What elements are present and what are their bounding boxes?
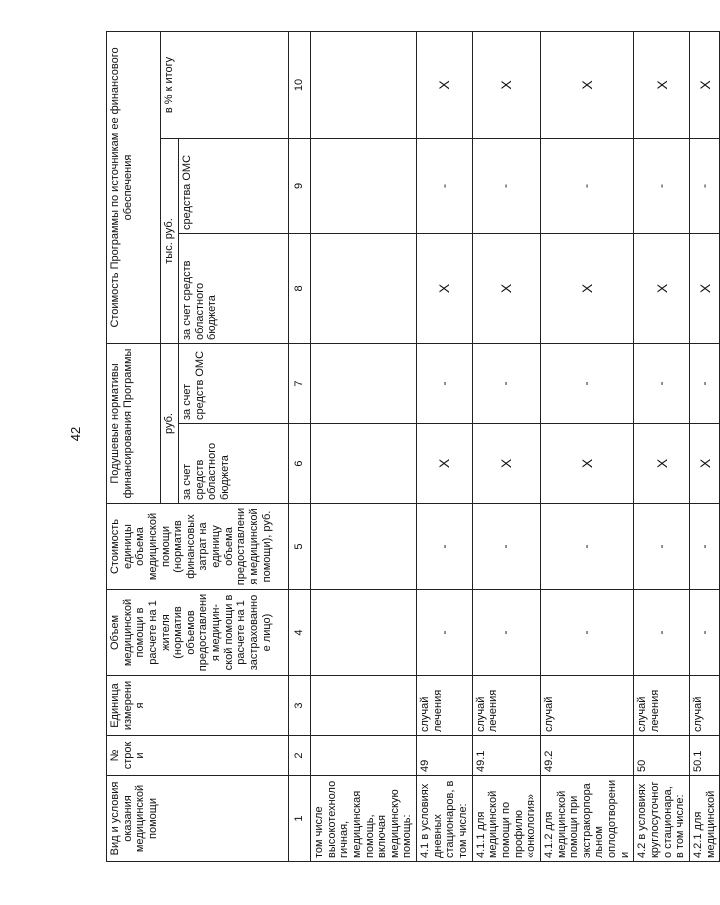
column-number: 6 <box>289 424 311 504</box>
row-budget-per-capita: X <box>472 424 540 504</box>
row-budget-per-capita: X <box>540 424 633 504</box>
row-oms-per-capita: - <box>540 343 633 423</box>
table-row <box>417 31 473 861</box>
column-number: 5 <box>289 504 311 590</box>
page-number: 42 <box>68 426 83 442</box>
header-regional-budget-cost: за счет средств областного бюджета <box>179 233 289 343</box>
row-number: 50 <box>634 736 690 776</box>
header-oms-per-capita: за счет средств ОМС <box>179 343 289 423</box>
row-unit <box>311 676 417 736</box>
row-unit: случай <box>540 676 633 736</box>
header-unit-cost: Стоимость единицы объема медицинской помощи (норматив финансовых затрат на единицу объема предоставления медицинской помощи), руб. <box>107 504 289 590</box>
row-percent: X <box>540 31 633 138</box>
row-number: 49 <box>417 736 473 776</box>
column-number: 1 <box>289 776 311 862</box>
row-oms-cost: - <box>689 138 719 233</box>
row-volume: - <box>634 590 690 676</box>
row-unit-cost: - <box>472 504 540 590</box>
row-budget-cost: X <box>634 233 690 343</box>
row-name: 4.2 в условиях круглосуточного стационара, в том числе: <box>634 776 690 862</box>
row-oms-per-capita <box>311 343 417 423</box>
column-number: 2 <box>289 736 311 776</box>
row-number <box>311 736 417 776</box>
row-percent: X <box>689 31 719 138</box>
row-number: 49.1 <box>472 736 540 776</box>
header-per-capita-group: Подушевые нормативы финансирования Программы <box>107 343 161 503</box>
row-unit-cost: - <box>689 504 719 590</box>
column-number: 3 <box>289 676 311 736</box>
row-number: 50.1 <box>689 736 719 776</box>
table-row <box>311 31 417 861</box>
row-oms-cost: - <box>634 138 690 233</box>
header-oms-cost: средства ОМС <box>179 138 289 233</box>
header-unit-thousand-rub: тыс. руб. <box>161 138 179 343</box>
row-budget-per-capita: X <box>417 424 473 504</box>
row-name: том числе высокотехнологичная, медицинская помощь, включая медицинскую помощь: <box>311 776 417 862</box>
row-unit-cost: - <box>540 504 633 590</box>
row-oms-cost: - <box>540 138 633 233</box>
row-budget-cost <box>311 233 417 343</box>
header-regional-budget-per-capita: за счет средств областного бюджета <box>179 424 289 504</box>
row-percent: X <box>417 31 473 138</box>
row-percent <box>311 31 417 138</box>
row-budget-cost: X <box>689 233 719 343</box>
row-name: 4.1 в условиях дневных стационаров, в том числе: <box>417 776 473 862</box>
row-volume <box>311 590 417 676</box>
row-budget-per-capita: X <box>634 424 690 504</box>
table-row <box>634 31 690 861</box>
row-budget-cost: X <box>540 233 633 343</box>
header-type-conditions: Вид и условия оказания медицинской помощи <box>107 776 289 862</box>
row-oms-per-capita: - <box>417 343 473 423</box>
table-row <box>472 31 540 861</box>
row-unit: случай лечения <box>417 676 473 736</box>
header-unit: Единица измерения <box>107 676 289 736</box>
header-unit-rub: руб. <box>161 343 179 503</box>
row-name: 4.1.1 для медицинской помощи по профилю «онкология» <box>472 776 540 862</box>
header-program-cost-group: Стоимость Программы по источникам ее финансового обеспечения <box>107 31 161 343</box>
row-oms-cost: - <box>472 138 540 233</box>
column-number: 7 <box>289 343 311 423</box>
row-name: 4.1.2 для медицинской помощи при экстракорпоральном оплодотворении <box>540 776 633 862</box>
row-oms-per-capita: - <box>634 343 690 423</box>
row-unit-cost: - <box>417 504 473 590</box>
row-oms-per-capita: - <box>472 343 540 423</box>
row-budget-per-capita <box>311 424 417 504</box>
row-unit-cost: - <box>634 504 690 590</box>
row-unit: случай лечения <box>634 676 690 736</box>
row-volume: - <box>417 590 473 676</box>
row-budget-per-capita: X <box>689 424 719 504</box>
row-unit: случай <box>689 676 719 736</box>
header-row-number: № строки <box>107 736 289 776</box>
header-percent-total: в % к итогу <box>161 31 289 138</box>
row-number: 49.2 <box>540 736 633 776</box>
row-oms-cost: - <box>417 138 473 233</box>
row-percent: X <box>472 31 540 138</box>
table-row <box>689 31 719 861</box>
row-name: 4.2.1 для медицинской <box>689 776 719 862</box>
rotated-table-container <box>106 32 717 862</box>
column-number-row <box>289 31 311 861</box>
column-number: 8 <box>289 233 311 343</box>
row-unit-cost <box>311 504 417 590</box>
column-number: 10 <box>289 31 311 138</box>
column-number: 9 <box>289 138 311 233</box>
program-cost-table <box>106 31 720 862</box>
table-row <box>540 31 633 861</box>
column-number: 4 <box>289 590 311 676</box>
header-volume: Объем медицинской помощи в расчете на 1 жителя (норматив объемов предоставлени я медицин-ской помощи в расчете на 1 застрахованно е лицо) <box>107 590 289 676</box>
row-oms-per-capita: - <box>689 343 719 423</box>
row-budget-cost: X <box>417 233 473 343</box>
row-unit: случай лечения <box>472 676 540 736</box>
row-volume: - <box>689 590 719 676</box>
row-volume: - <box>540 590 633 676</box>
row-oms-cost <box>311 138 417 233</box>
row-budget-cost: X <box>472 233 540 343</box>
row-volume: - <box>472 590 540 676</box>
row-percent: X <box>634 31 690 138</box>
